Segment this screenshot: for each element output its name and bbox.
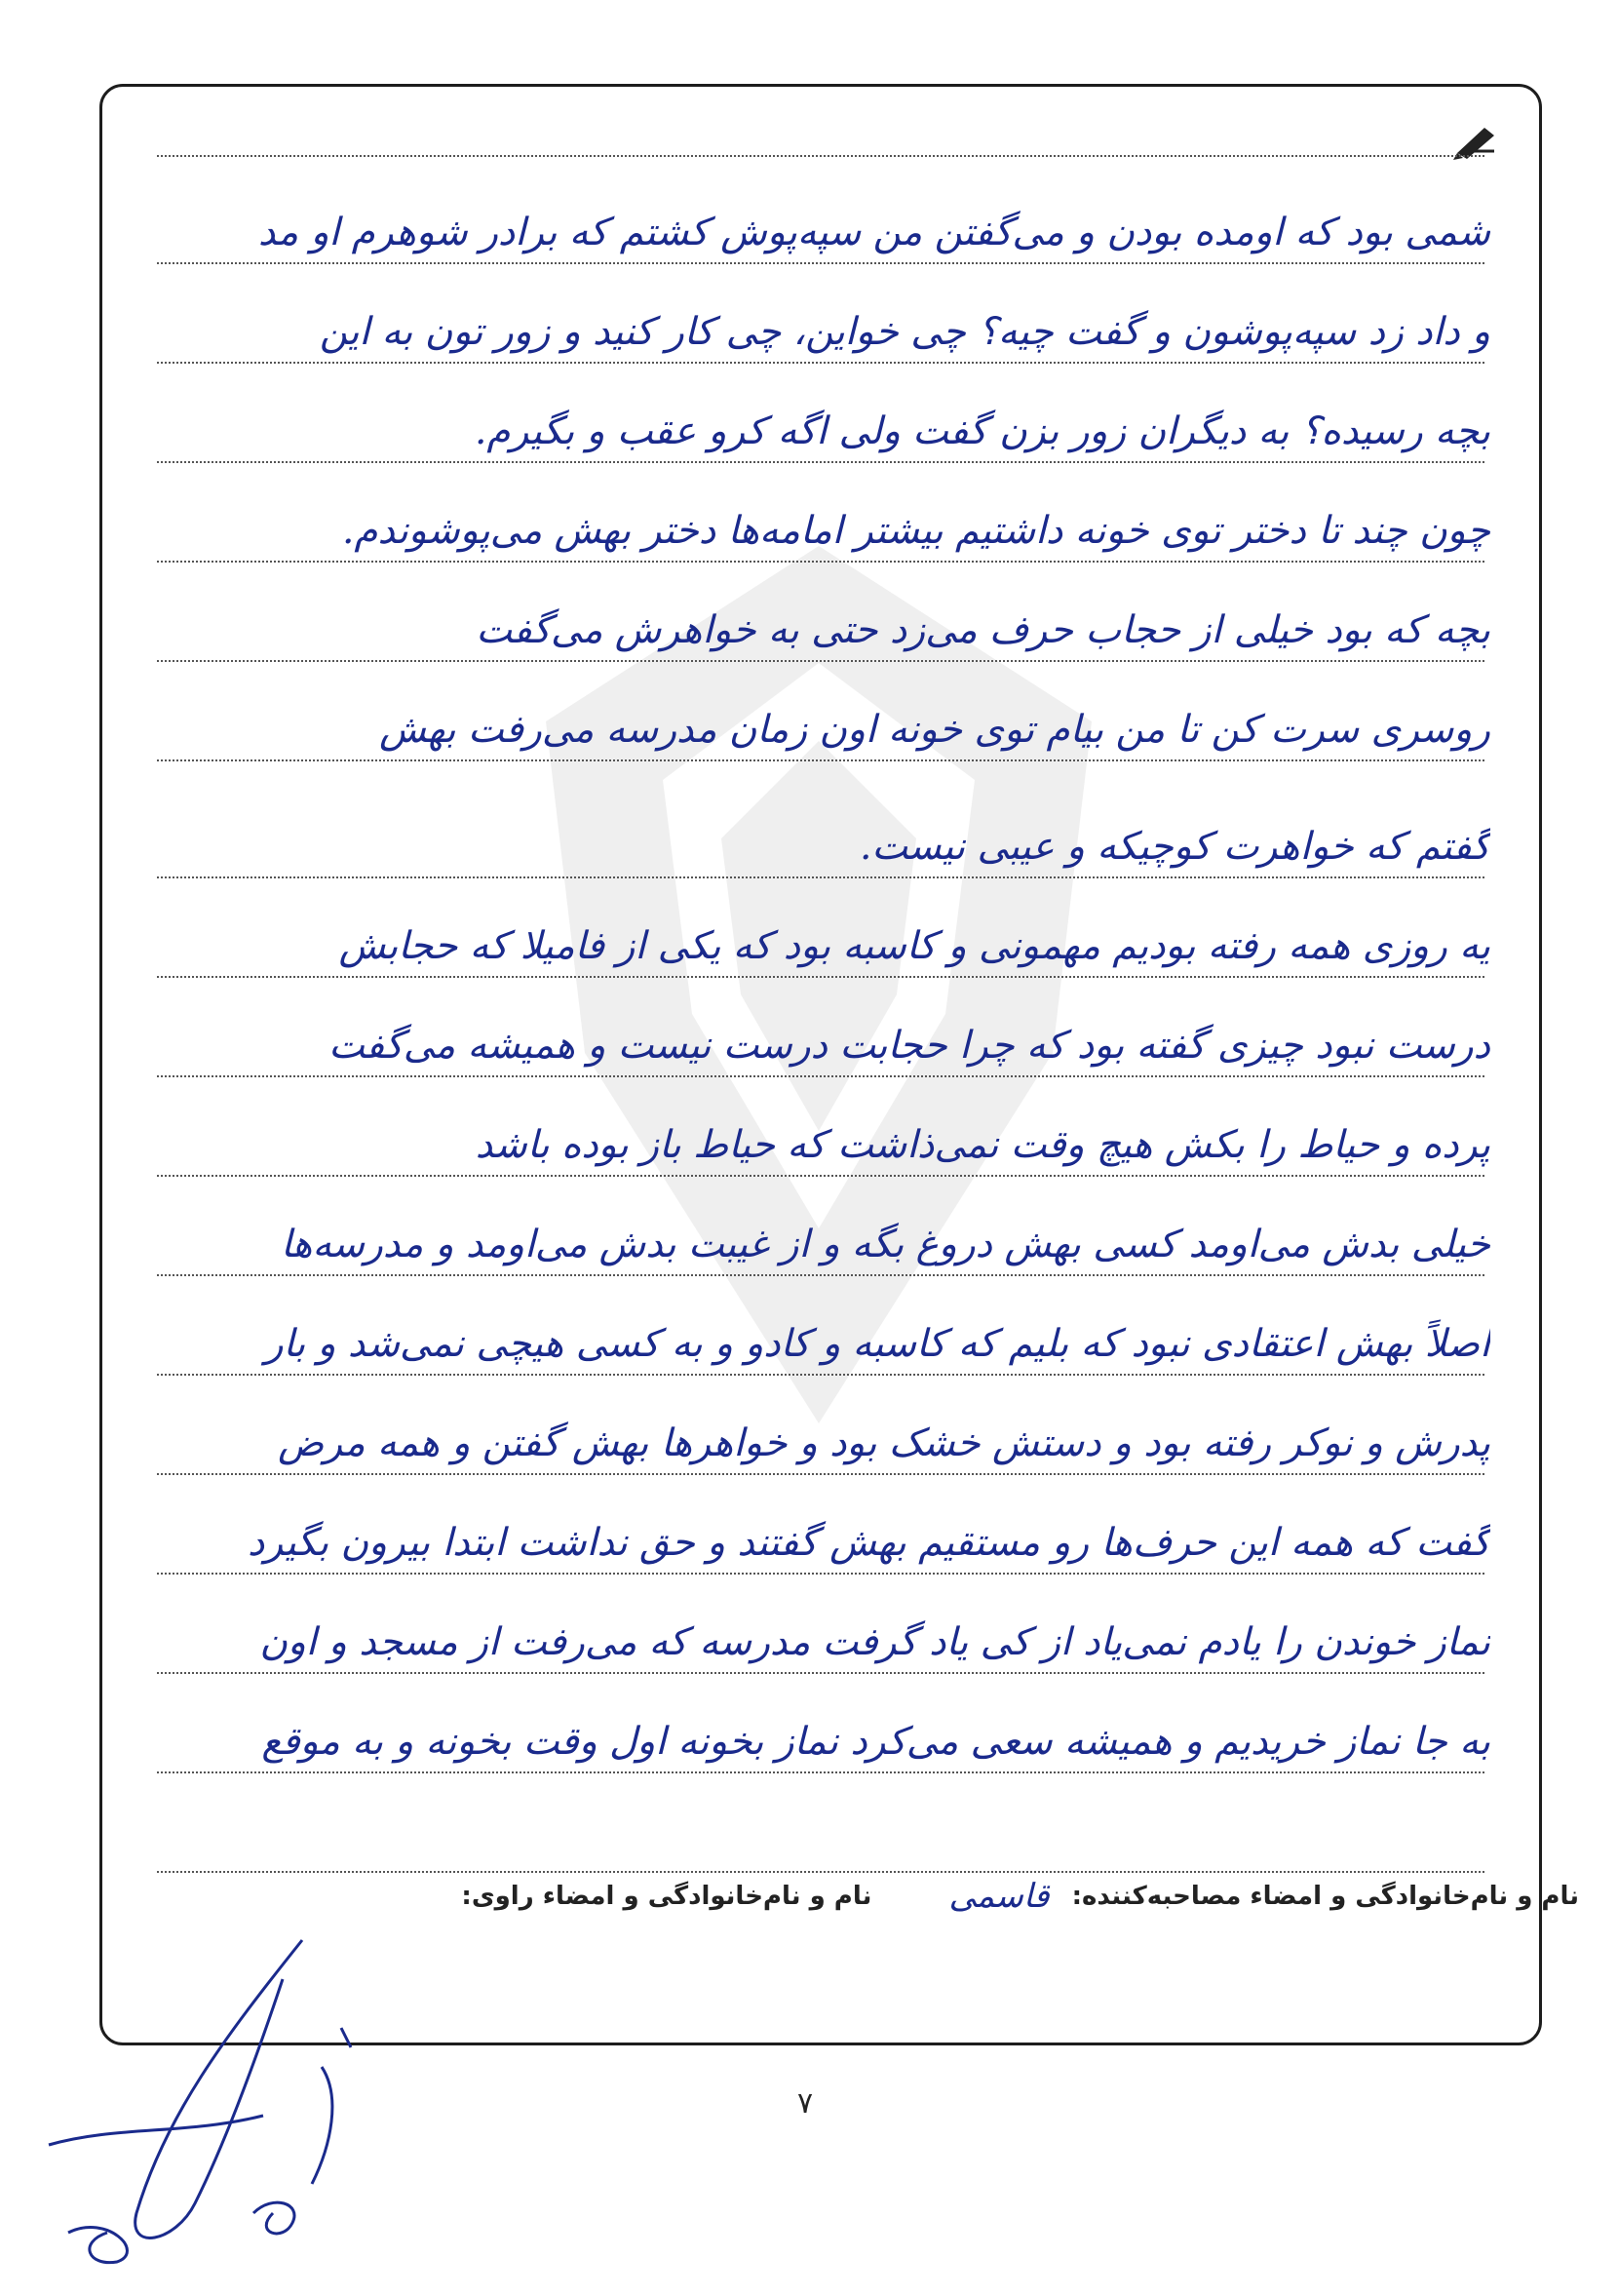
signature-footer	[461, 1877, 1579, 1916]
handwritten-line: اصلاً بهش اعتقادی نبود که بلیم که کاسبه و کادو و به کسی هیچی نمی‌شد و بار	[264, 1322, 1490, 1366]
narrator-signature-icon	[29, 1921, 380, 2272]
handwritten-line: به جا نماز خریدیم و همیشه سعی می‌کرد نماز بخونه اول وقت بخونه و به موقع	[261, 1720, 1490, 1764]
guide-line	[157, 1075, 1484, 1077]
guide-line	[157, 155, 1484, 157]
guide-line	[157, 1175, 1484, 1177]
handwritten-line: گفتم که خواهرت کوچیکه و عیبی نیست.	[859, 825, 1490, 869]
guide-line	[157, 362, 1484, 364]
guide-line	[157, 1871, 1484, 1873]
handwritten-line: بچه که بود خیلی از حجاب حرف می‌زد حتی به خواهرش می‌گفت	[476, 608, 1490, 652]
handwritten-line: روسری سرت کن تا من بیام توی خونه اون زمان مدرسه می‌رفت بهش	[379, 708, 1490, 752]
narrator-label: نام و نام‌خانوادگی و امضاء راوی:	[461, 1881, 872, 1911]
handwritten-line: بچه رسیده؟ به دیگران زور بزن گفت ولی اگه کرو عقب و بگیرم.	[474, 409, 1490, 453]
handwritten-line: شمی بود که اومده بودن و می‌گفتن من سپه‌پوش کشتم که برادر شوهرم او مد	[257, 211, 1490, 254]
guide-line	[157, 1374, 1484, 1376]
handwritten-line: گفت که همه این حرف‌ها رو مستقیم بهش گفتند و حق نداشت ابتدا بیرون بگیرد	[248, 1521, 1490, 1565]
guide-line	[157, 1771, 1484, 1773]
guide-line	[157, 759, 1484, 761]
guide-line	[157, 1573, 1484, 1575]
handwritten-line: خیلی بدش می‌اومد کسی بهش دروغ بگه و از غیبت بدش می‌اومد و مدرسه‌ها	[281, 1223, 1490, 1266]
handwritten-line: پرده و حیاط را بکش هیچ وقت نمی‌ذاشت که حیاط باز بوده باشد	[475, 1123, 1490, 1167]
interviewer-signature: قاسمی	[948, 1877, 1050, 1916]
guide-line	[157, 876, 1484, 878]
guide-line	[157, 461, 1484, 463]
handwritten-line: یه روزی همه رفته بودیم مهمونی و کاسبه بود که یکی از فامیلا که حجابش	[338, 924, 1490, 968]
handwritten-line: نماز خوندن را یادم نمی‌یاد از کی یاد گرفت مدرسه که می‌رفت از مسجد و اون	[259, 1620, 1490, 1664]
guide-line	[157, 1274, 1484, 1276]
handwritten-line: درست نبود چیزی گفته بود که چرا حجابت درست نیست و همیشه می‌گفت	[328, 1024, 1490, 1068]
guide-line	[157, 1672, 1484, 1674]
handwritten-line: پدرش و نوکر رفته بود و دستش خشک بود و خواهرها بهش گفتن و همه مرض	[278, 1421, 1490, 1465]
guide-line	[157, 561, 1484, 563]
page-frame	[99, 84, 1542, 2045]
guide-line	[157, 262, 1484, 264]
guide-line	[157, 976, 1484, 978]
handwritten-line: چون چند تا دختر توی خونه داشتیم بیشتر امامه‌ها دختر بهش می‌پوشوندم.	[342, 509, 1490, 553]
interviewer-label: نام و نام‌خانوادگی و امضاء مصاحبه‌کننده:	[1071, 1881, 1579, 1911]
handwritten-line: و داد زد سپه‌پوشون و گفت چیه؟ چی خواین، چی کار کنید و زور تون به این	[319, 310, 1490, 354]
guide-line	[157, 660, 1484, 662]
page-number: ۷	[797, 2086, 814, 2121]
guide-line	[157, 1473, 1484, 1475]
